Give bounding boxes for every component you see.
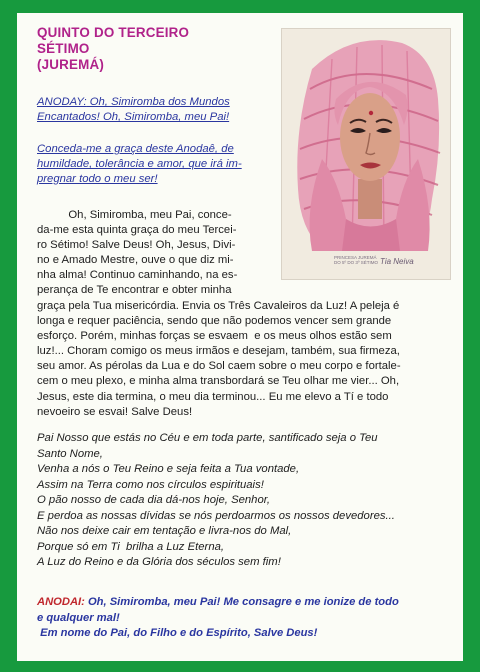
anoday-invocation: [37, 95, 277, 125]
prayer-line: nha alma! Continuo caminhando, na es-: [37, 269, 238, 282]
pai-nosso-prayer: [37, 431, 451, 571]
prayer-line: Jesus, este dia termina, o meu dia terminou... Eu me elevo a Tí e todo: [37, 390, 389, 403]
prayer-line: luz!... Choram comigo os meus irmãos e desejam, também, sua firmeza,: [37, 345, 400, 358]
prayer-line: perança de Te encontrar e obter minha: [37, 284, 232, 297]
portrait-image: [281, 28, 451, 280]
prayer-text-wide: [37, 299, 451, 420]
anodai-label: ANODAI:: [37, 596, 85, 608]
title-line-3: (JUREMÁ): [37, 57, 105, 72]
artist-signature: Tia Neiva: [380, 257, 414, 266]
pai-nosso-line: Assim na Terra como nos círculos espirituais!: [37, 478, 264, 491]
woman-in-veil-illustration: [282, 29, 450, 279]
pai-nosso-line: A Luz do Reino e da Glória dos séculos sem fim!: [37, 556, 281, 568]
title-line-2: SÉTIMO: [37, 41, 90, 56]
page-title: [37, 25, 277, 73]
prayer-line: da-me esta quinta graça do meu Tercei-: [37, 224, 237, 237]
prayer-line: no e Amado Mestre, ouve o que diz mi-: [37, 254, 234, 267]
anoday-line-1: [37, 95, 277, 110]
portrait-caption: [334, 255, 378, 265]
anodai-line-1: [37, 595, 457, 611]
pai-nosso-line: O pão nosso de cada dia dá-nos hoje, Senhor,: [37, 494, 271, 506]
pai-nosso-line: Pai Nosso que estás no Céu e em toda parte, santificado seja o Teu: [37, 432, 378, 444]
prayer-line: longa e requer paciência, sendo que não podemos vencer sem grande: [37, 315, 392, 328]
conceda-request: [37, 142, 277, 187]
pai-nosso-line: Venha a nós o Teu Reino e seja feita a Tua vontade,: [37, 463, 300, 475]
pai-nosso-line: Santo Nome,: [37, 447, 103, 460]
conceda-line: Conceda-me a graça deste Anodaê, de: [37, 143, 234, 155]
prayer-line: graça pela Tua misericórdia. Envia os Três Cavaleiros da Luz! A peleja é: [37, 300, 400, 312]
anodai-closing: [37, 595, 457, 642]
prayer-line: Oh, Simiromba, meu Pai, conce-: [37, 209, 232, 221]
conceda-line: humildade, tolerância e amor, que irá im-: [37, 158, 242, 170]
anoday-label: ANODAY:: [37, 96, 87, 108]
pai-nosso-line: Porque só em Ti brilha a Luz Eterna,: [37, 540, 225, 553]
pai-nosso-line: E perdoa as nossas dívidas se nós perdoarmos os nossos devedores...: [37, 509, 395, 522]
prayer-line: cem o meu plexo, e minha alma transbordará se Teu olhar me vier... Oh,: [37, 375, 400, 388]
anodai-line-2: e qualquer mal!: [37, 611, 120, 624]
prayer-card: [17, 13, 463, 661]
prayer-line: seu amor. As pérolas da Lua e do Sol caem sobre o meu corpo e fortale-: [37, 360, 401, 373]
prayer-line: ro Sétimo! Salve Deus! Oh, Jesus, Divi-: [37, 239, 236, 252]
pai-nosso-line: Não nos deixe cair em tentação e livra-nos do Mal,: [37, 525, 292, 537]
title-line-1: QUINTO DO TERCEIRO: [37, 25, 190, 40]
prayer-line: esforço. Porém, minhas forças se esvaem e os meus olhos estão sem: [37, 330, 392, 343]
anodai-line-1-text: Oh, Simiromba, meu Pai! Me consagre e me ionize de todo: [84, 596, 399, 608]
prayer-text-narrow: [37, 208, 283, 299]
anodai-line-3: Em nome do Pai, do Filho e do Espírito, Salve Deus!: [37, 627, 318, 639]
anoday-line-2: Encantados! Oh, Simiromba, meu Pai!: [37, 111, 230, 123]
conceda-line: pregnar todo o meu ser!: [37, 173, 158, 185]
portrait-caption-line: DO 5º DO 3º SÉTIMO: [334, 260, 379, 265]
anoday-line-1-text: Oh, Simiromba dos Mundos: [86, 96, 230, 108]
portrait-caption-line: PRINCESA JUREMÁ: [334, 255, 377, 260]
prayer-line: nevoeiro se esvai! Salve Deus!: [37, 405, 193, 418]
